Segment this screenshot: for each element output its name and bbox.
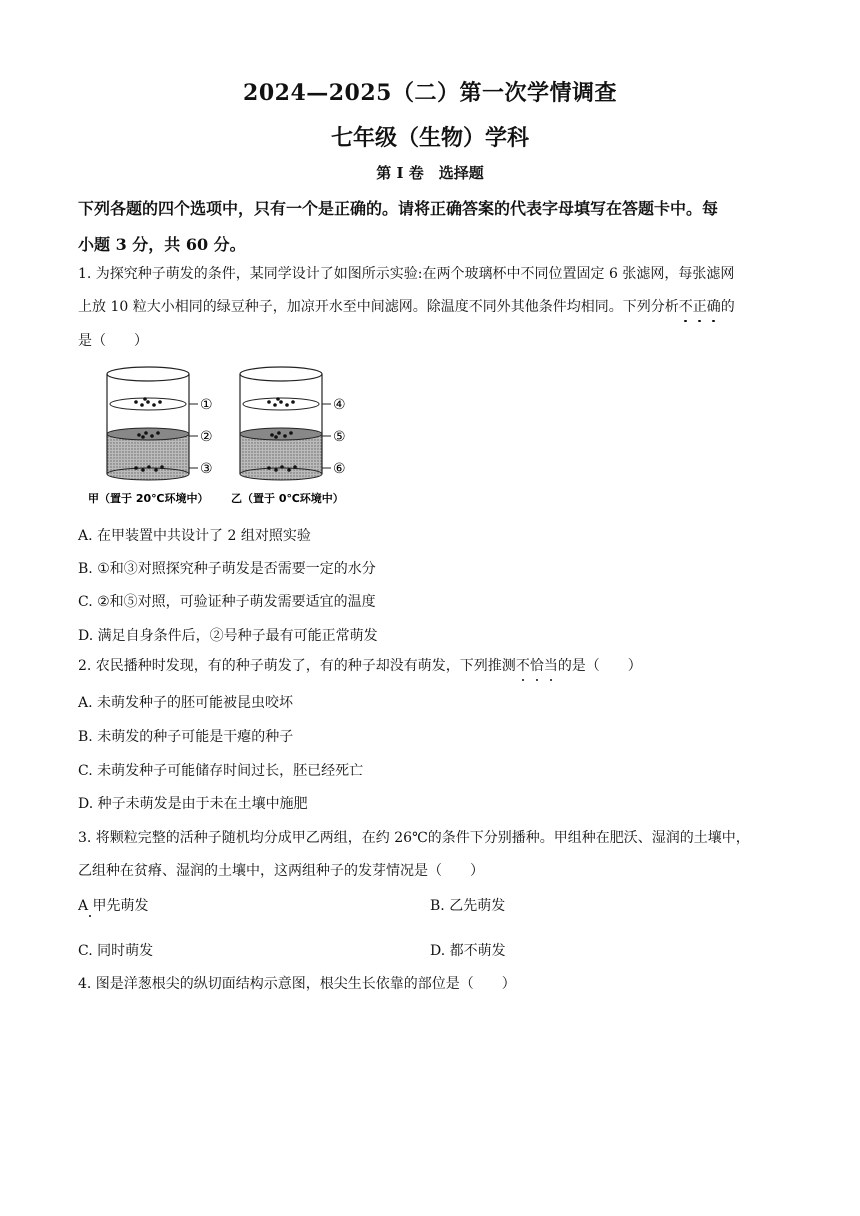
marker-label: ⑤	[333, 429, 346, 445]
figure-caption-left: 甲（置于 20℃环境中）	[88, 492, 209, 505]
q2-stem-text: 2. 农民播种时发现，有的种子萌发了，有的种子却没有萌发，下列推测	[78, 658, 516, 674]
q1-stem-line-1: 1. 为探究种子萌发的条件，某同学设计了如图所示实验:在两个玻璃杯中不同位置固定 6 张滤网，每张滤网	[78, 266, 735, 282]
q2-stem	[78, 656, 790, 676]
q1-option-b: B. ①和③对照探究种子萌发是否需要一定的水分	[78, 561, 376, 577]
q2-option-a: A. 未萌发种子的胚可能被昆虫咬坏	[78, 695, 294, 711]
beaker-left	[107, 367, 213, 480]
instructions-line-2: 小题 3 分，共 60 分。	[78, 235, 246, 254]
q1-stem-text: 的	[720, 299, 735, 315]
emphasis-char: 确	[706, 299, 721, 315]
q3-option-d: D. 都不萌发	[430, 943, 506, 959]
exam-subtitle: 七年级（生物）学科	[330, 125, 529, 151]
q2-option-d: D. 种子未萌发是由于未在土壤中施肥	[78, 796, 308, 812]
q3-stem-line-1: 3. 将颗粒完整的活种子随机均分成甲乙两组，在约 26℃的条件下分别播种。甲组种在肥沃、湿润的土壤中，	[78, 830, 750, 846]
section-heading: 第 I 卷 选择题	[376, 164, 484, 182]
q3-option-c: C. 同时萌发	[78, 943, 154, 959]
q1-option-a: A. 在甲装置中共设计了 2 组对照实验	[78, 528, 311, 544]
exam-title: 2024—2025（二）第一次学情调查	[243, 80, 617, 106]
marker-label: ①	[200, 397, 213, 413]
q3-option-b: B. 乙先萌发	[430, 898, 506, 914]
q1-option-c: C. ②和⑤对照，可验证种子萌发需要适宜的温度	[78, 594, 376, 610]
q2-option-b: B. 未萌发的种子可能是干瘪的种子	[78, 729, 294, 745]
emphasis-char: 当	[543, 658, 558, 674]
marker-label: ⑥	[333, 461, 346, 477]
marker-label: ②	[200, 429, 213, 445]
emphasis-char: 恰	[529, 658, 544, 674]
q4-stem: 4. 图是洋葱根尖的纵切面结构示意图，根尖生长依靠的部位是（ ）	[78, 976, 516, 992]
q2-stem-text: 的是（ ）	[557, 658, 642, 674]
q1-stem-line-3: 是（ ）	[78, 333, 148, 349]
q1-option-d: D. 满足自身条件后，②号种子最有可能正常萌发	[78, 628, 378, 644]
instructions-line-1: 下列各题的四个选项中，只有一个是正确的。请将正确答案的代表字母填写在答题卡中。每	[78, 199, 719, 218]
q3-option-a: A 甲先萌发	[78, 898, 149, 914]
stray-mark	[89, 915, 91, 917]
emphasis-char: 不	[678, 299, 693, 315]
q2-option-c: C. 未萌发种子可能储存时间过长，胚已经死亡	[78, 763, 364, 779]
seed-germination-figure	[86, 364, 386, 510]
emphasis-char: 正	[692, 299, 707, 315]
q1-stem-text: 上放 10 粒大小相同的绿豆种子，加凉开水至中间滤网。除温度不同外其他条件均相同。下列分析	[78, 299, 679, 315]
q3-stem-line-2: 乙组种在贫瘠、湿润的土壤中，这两组种子的发芽情况是（ ）	[78, 863, 484, 879]
beaker-right	[240, 367, 346, 480]
q1-stem-line-2	[78, 297, 790, 317]
marker-label: ④	[333, 397, 346, 413]
figure-caption-right: 乙（置于 0℃环境中）	[231, 492, 344, 505]
emphasis-char: 不	[515, 658, 530, 674]
marker-label: ③	[200, 461, 213, 477]
